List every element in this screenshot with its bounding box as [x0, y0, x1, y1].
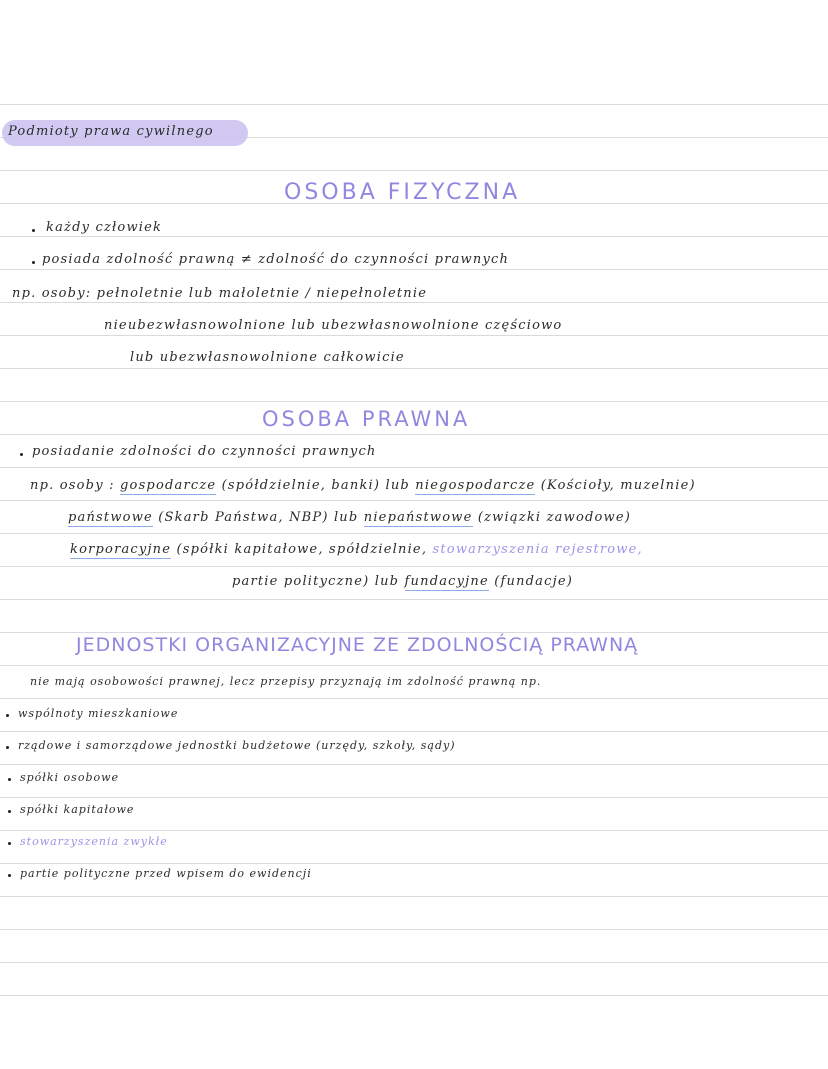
ruled-line	[0, 995, 828, 996]
ruled-line	[0, 533, 828, 534]
ruled-line	[0, 434, 828, 435]
term-niegospodarcze: niegospodarcze	[415, 478, 536, 493]
text-niegospodarcze-examples: (Kościoły, muzelnie)	[540, 478, 696, 493]
ruled-line	[0, 104, 828, 105]
ruled-line	[0, 731, 828, 732]
text-niepanstwowe-examples: (związki zawodowe)	[477, 510, 632, 525]
bullet-dot	[20, 453, 23, 456]
ruled-line	[0, 863, 828, 864]
prawna-bullet-1: posiadanie zdolności do czynności prawnych	[32, 444, 377, 459]
text-gospodarcze-examples: (spółdzielnie, banki) lub	[221, 478, 410, 493]
bullet-dot	[8, 842, 11, 845]
ruled-line	[0, 797, 828, 798]
jednostki-item: partie polityczne przed wpisem do ewidencji	[20, 867, 312, 880]
text-partie-polityczne: partie polityczne) lub	[232, 574, 400, 589]
bullet-dot	[8, 874, 11, 877]
ruled-line	[0, 962, 828, 963]
bullet-dot	[32, 229, 35, 232]
text-fundacje: (fundacje)	[494, 574, 574, 589]
ruled-line	[0, 665, 828, 666]
term-panstwowe: państwowe	[68, 510, 153, 525]
ruled-line	[0, 170, 828, 171]
jednostki-item: rządowe i samorządowe jednostki budżetowe (urzędy, szkoły, sądy)	[18, 739, 456, 752]
ruled-line	[0, 599, 828, 600]
ruled-line	[0, 929, 828, 930]
jednostki-item: spółki kapitałowe	[20, 803, 135, 816]
fizyczna-line-3: np. osoby: pełnoletnie lub małoletnie / niepełnoletnie	[12, 286, 428, 301]
ruled-line	[0, 500, 828, 501]
fizyczna-bullet-2: posiada zdolność prawną ≠ zdolność do czynności prawnych	[42, 252, 510, 267]
ruled-line	[0, 896, 828, 897]
bullet-dot	[6, 714, 9, 717]
ruled-line	[0, 698, 828, 699]
ruled-line	[0, 368, 828, 369]
fizyczna-line-5: lub ubezwłasnowolnione całkowicie	[130, 350, 405, 365]
ruled-line	[0, 236, 828, 237]
text-np-osoby: np. osoby :	[30, 478, 115, 493]
heading-osoba-prawna: OSOBA PRAWNA	[262, 407, 471, 431]
jednostki-item: spółki osobowe	[20, 771, 120, 784]
ruled-line	[0, 632, 828, 633]
ruled-line	[0, 467, 828, 468]
ruled-line	[0, 401, 828, 402]
term-gospodarcze: gospodarcze	[120, 478, 217, 493]
heading-osoba-fizyczna: OSOBA FIZYCZNA	[284, 180, 521, 205]
jednostki-item: wspólnoty mieszkaniowe	[18, 707, 179, 720]
text-panstwowe-examples: (Skarb Państwa, NBP) lub	[158, 510, 359, 525]
term-fundacyjne: fundacyjne	[404, 574, 489, 589]
bullet-dot	[8, 810, 11, 813]
ruled-line	[0, 269, 828, 270]
text-stowarzyszenia-rejestrowe: stowarzyszenia rejestrowe,	[432, 542, 643, 557]
ruled-line	[0, 830, 828, 831]
ruled-line	[0, 566, 828, 567]
bullet-dot	[6, 746, 9, 749]
prawna-line-2	[30, 478, 696, 493]
jednostki-intro: nie mają osobowości prawnej, lecz przepisy przyznają im zdolność prawną np.	[30, 675, 542, 688]
prawna-line-4	[70, 542, 643, 557]
page-title: Podmioty prawa cywilnego	[8, 124, 214, 139]
text-korporacyjne-examples: (spółki kapitałowe, spółdzielnie,	[176, 542, 428, 557]
fizyczna-bullet-1: każdy człowiek	[46, 220, 163, 235]
term-niepanstwowe: niepaństwowe	[363, 510, 473, 525]
fizyczna-line-4: nieubezwłasnowolnione lub ubezwłasnowolnione częściowo	[104, 318, 563, 333]
bullet-dot	[8, 778, 11, 781]
prawna-line-3	[68, 510, 631, 525]
prawna-line-5	[232, 574, 573, 589]
ruled-line	[0, 764, 828, 765]
heading-jednostki-organizacyjne: JEDNOSTKI ORGANIZACYJNE ZE ZDOLNOŚCIĄ PRAWNĄ	[76, 634, 639, 656]
bullet-dot	[32, 261, 35, 264]
jednostki-item: stowarzyszenia zwykłe	[20, 835, 168, 848]
ruled-line	[0, 302, 828, 303]
ruled-line	[0, 335, 828, 336]
term-korporacyjne: korporacyjne	[70, 542, 172, 557]
